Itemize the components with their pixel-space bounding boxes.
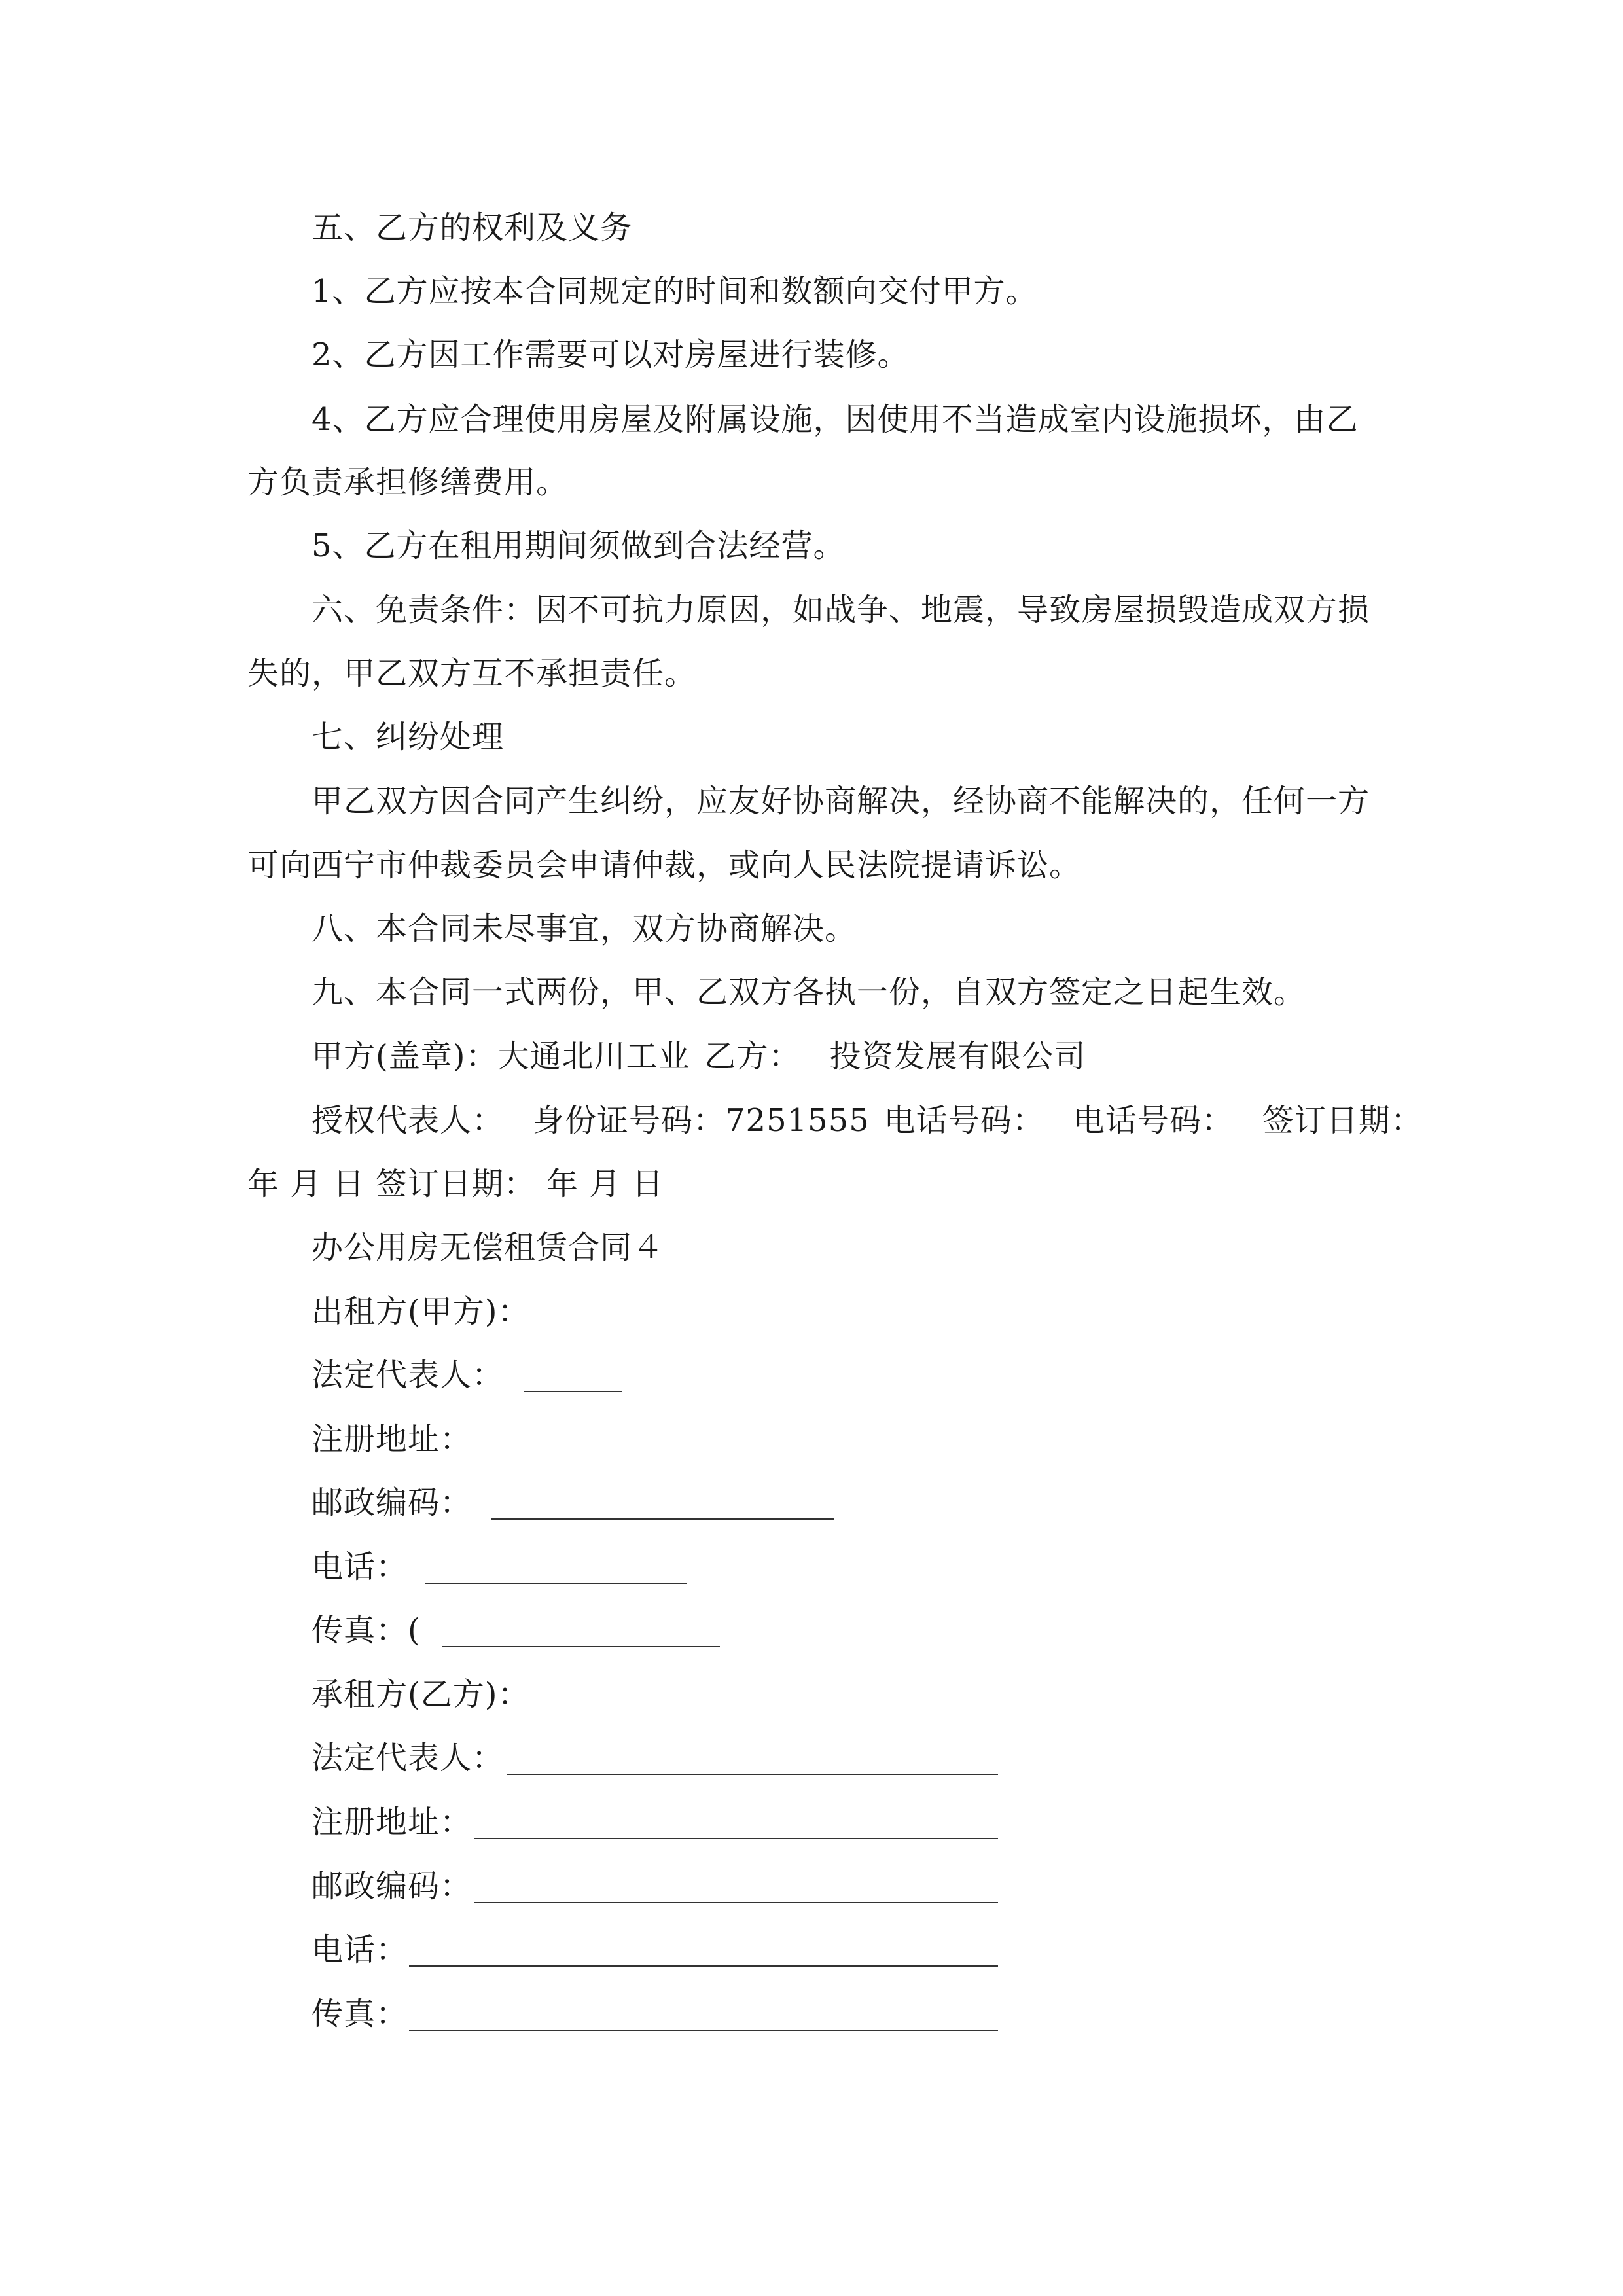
section8: 八、本合同未尽事宜，双方协商解决。	[312, 910, 857, 947]
item-5: 5、乙方在租用期间须做到合法经营。	[312, 528, 846, 564]
lessee-fax-label: 传真：	[312, 1996, 408, 2032]
section6-line-1: 六、免责条件：因不可抗力原因，如战争、地震，导致房屋损毁造成双方损	[312, 592, 1370, 628]
lessee-address-label: 注册地址：	[312, 1804, 473, 1840]
lessor-postcode-label: 邮政编码：	[312, 1484, 473, 1521]
sign-id: 身份证号码：7251555	[533, 1102, 870, 1139]
lessor-fax-label: 传真：(	[312, 1612, 421, 1649]
item-4-line-1: 4、乙方应合理使用房屋及附属设施，因使用不当造成室内设施损坏，由乙	[312, 401, 1359, 438]
lessee-address-blank	[474, 1838, 998, 1839]
section9: 九、本合同一式两份，甲、乙双方各执一份，自双方签定之日起生效。	[312, 974, 1306, 1011]
sign-rep: 授权代表人：	[312, 1102, 505, 1139]
signature-rep-row	[312, 1101, 1423, 1140]
lessor-phone-blank	[425, 1583, 687, 1584]
lessee-postcode-blank	[474, 1902, 998, 1903]
section7-line-2: 可向西宁市仲裁委员会申请仲裁，或向人民法院提请诉讼。	[247, 847, 1082, 884]
lessee-phone-label: 电话：	[312, 1931, 408, 1968]
section6-line-2: 失的，甲乙双方互不承担责任。	[247, 655, 697, 692]
contract-4-title: 办公用房无偿租赁合同４	[312, 1229, 665, 1266]
item-1: 1、乙方应按本合同规定的时间和数额向交付甲方。	[312, 273, 1038, 310]
sign-party-b: 乙方：	[704, 1038, 801, 1075]
sign-date-a: 签订日期：	[1262, 1102, 1423, 1139]
lessor-phone-label: 电话：	[312, 1549, 408, 1585]
item-2: 2、乙方因工作需要可以对房屋进行装修。	[312, 336, 910, 373]
lessee-fax-blank	[409, 2030, 998, 2031]
lessor-address-label: 注册地址：	[312, 1421, 473, 1458]
lessor-fax-blank	[442, 1646, 720, 1647]
item-4-line-2: 方负责承担修缮费用。	[247, 464, 569, 501]
lessee-title: 承租方(乙方)：	[312, 1676, 530, 1713]
section7-title: 七、纠纷处理	[312, 719, 505, 755]
lessee-phone-blank	[409, 1965, 998, 1967]
sign-party-b-name: 投资发展有限公司	[829, 1038, 1086, 1075]
sign-phone-b: 电话号码：	[1073, 1102, 1234, 1139]
sign-party-a: 甲方(盖章)：大通北川工业	[312, 1038, 690, 1075]
lessee-rep-blank	[507, 1774, 998, 1775]
lessor-title: 出租方(甲方)：	[312, 1293, 530, 1330]
section7-line-1: 甲乙双方因合同产生纠纷，应友好协商解决，经协商不能解决的，任何一方	[312, 783, 1370, 819]
lessee-rep-label: 法定代表人：	[312, 1740, 505, 1776]
signature-party-row	[312, 1037, 1086, 1076]
section5-title: 五、乙方的权利及义务	[312, 209, 633, 246]
lessor-rep-blank	[524, 1391, 622, 1392]
lessor-postcode-blank	[491, 1518, 834, 1520]
signature-date-row: 年 月 日 签订日期： 年 月 日	[247, 1166, 664, 1202]
lessee-postcode-label: 邮政编码：	[312, 1868, 473, 1905]
lessor-rep-label: 法定代表人：	[312, 1357, 505, 1393]
sign-phone-a: 电话号码：	[883, 1102, 1044, 1139]
